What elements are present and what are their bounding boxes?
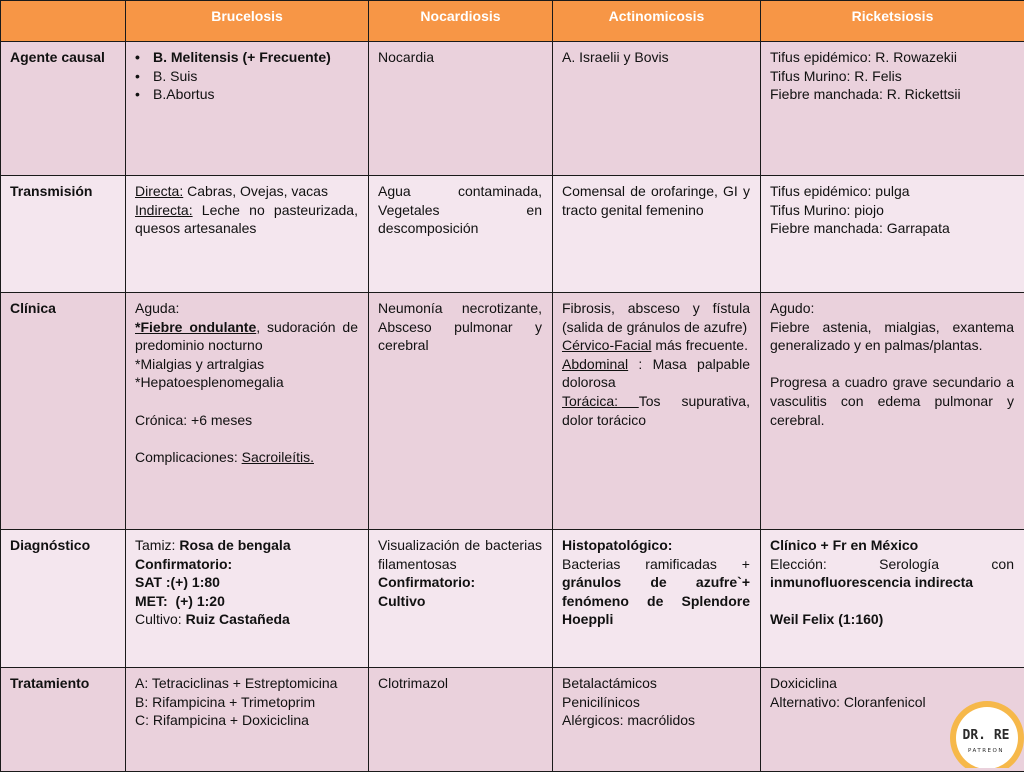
cell-transmision-brucelosis (126, 176, 369, 293)
text-span: , sudoración de predominio nocturno (135, 319, 358, 354)
text-line: Penicilínicos (562, 693, 750, 712)
directa-text: Cabras, Ovejas, vacas (183, 183, 328, 199)
directa-label: Directa: (135, 183, 183, 199)
text-span: : Masa palpable dolorosa (562, 356, 750, 391)
cell-diagnostico-brucelosis (126, 530, 369, 668)
text-line: Histopatológico: (562, 536, 750, 555)
text-span: Ruiz Castañeda (186, 611, 290, 627)
indirecta-text: Leche no pasteurizada, quesos artesanales (135, 202, 358, 237)
text-line: A: Tetraciclinas + Estreptomicina (135, 674, 358, 693)
row-label-clinica: Clínica (1, 293, 126, 530)
cell-clinica-ricketsiosis (761, 293, 1024, 530)
cervico-label: Cérvico-Facial (562, 337, 651, 353)
text-line: *Hepatoesplenomegalia (135, 373, 358, 392)
cell-diagnostico-ricketsiosis (761, 530, 1024, 668)
text-line: *Mialgias y artralgias (135, 355, 358, 374)
dr-re-logo (946, 697, 1024, 768)
row-label-transmision: Transmisión (1, 176, 126, 293)
text-span: Elección: Serología con (770, 556, 1014, 572)
cell-tratamiento-actinomicosis (553, 668, 761, 772)
text-line: Crónica: +6 meses (135, 411, 358, 430)
cell-agente-actinomicosis: A. Israelii y Bovis (553, 42, 761, 176)
header-corner (1, 1, 126, 42)
text-line: Alternativo: Cloranfenicol (770, 693, 1014, 712)
row-clinica (1, 293, 1024, 530)
list-item: • B. Melitensis (+ Frecuente) (153, 48, 358, 67)
text-line: Visualización de bacterias filamentosas (378, 536, 542, 573)
cell-clinica-nocardiosis: Neumonía necrotizante, Absceso pulmonar y cerebral (369, 293, 553, 530)
row-agente-causal (1, 42, 1024, 176)
header-row (1, 1, 1024, 42)
text-span: más frecuente. (651, 337, 748, 353)
text-line: Aguda: (135, 299, 358, 318)
cell-transmision-actinomicosis: Comensal de orofaringe, GI y tracto genital femenino (553, 176, 761, 293)
text-span: gránulos de azufre`+ fenómeno de Splendore Hoeppli (562, 574, 750, 627)
text-span: inmunofluorescencia indirecta (770, 574, 973, 590)
text-line: Fibrosis, absceso y fístula (salida de gránulos de azufre) (562, 299, 750, 336)
cell-diagnostico-nocardiosis (369, 530, 553, 668)
text-line: Confirmatorio: (378, 573, 542, 592)
cell-clinica-brucelosis (126, 293, 369, 530)
cell-agente-nocardiosis: Nocardia (369, 42, 553, 176)
text-line: Clínico + Fr en México (770, 536, 1014, 555)
header-brucelosis: Brucelosis (126, 1, 369, 42)
cell-clinica-actinomicosis (553, 293, 761, 530)
text-line: C: Rifampicina + Doxiciclina (135, 711, 358, 730)
text-line: Fiebre manchada: R. Rickettsii (770, 85, 1014, 104)
list-item: • B.Abortus (153, 85, 358, 104)
text-line: B: Rifampicina + Trimetoprim (135, 693, 358, 712)
text-line: MET: (+) 1:20 (135, 592, 358, 611)
text-line: Agudo: (770, 299, 1014, 318)
header-ricketsiosis: Ricketsiosis (761, 1, 1024, 42)
row-diagnostico (1, 530, 1024, 668)
cell-agente-ricketsiosis (761, 42, 1024, 176)
text-line: Confirmatorio: (135, 555, 358, 574)
text-line: Tifus Murino: piojo (770, 201, 1014, 220)
row-transmision (1, 176, 1024, 293)
logo-title: DR. RE (963, 728, 1010, 743)
row-tratamiento (1, 668, 1024, 772)
header-actinomicosis: Actinomicosis (553, 1, 761, 42)
text-line: Doxiciclina (770, 674, 1014, 693)
text-span: Tos supurativa, dolor torácico (562, 393, 750, 428)
cell-tratamiento-nocardiosis: Clotrimazol (369, 668, 553, 772)
header-nocardiosis: Nocardiosis (369, 1, 553, 42)
cell-agente-brucelosis (126, 42, 369, 176)
list-item: • B. Suis (153, 67, 358, 86)
text-line: Weil Felix (1:160) (770, 610, 1014, 629)
cell-transmision-ricketsiosis (761, 176, 1024, 293)
logo-subtitle: PATREON (968, 748, 1004, 754)
text-line: Tifus epidémico: pulga (770, 182, 1014, 201)
text-span: Rosa de bengala (179, 537, 290, 553)
text-span: Bacterias ramificadas + (562, 556, 750, 572)
text-line: Fiebre astenia, mialgias, exantema generalizado y en palmas/plantas. (770, 318, 1014, 355)
indirecta-label: Indirecta: (135, 202, 193, 218)
text-line: Tifus Murino: R. Felis (770, 67, 1014, 86)
text-line: SAT :(+) 1:80 (135, 573, 358, 592)
toracica-label: Torácica: (562, 393, 639, 409)
cell-tratamiento-brucelosis (126, 668, 369, 772)
text-span: Cultivo: (135, 611, 186, 627)
text-line: Betalactámicos (562, 674, 750, 693)
text-line: Cultivo (378, 592, 542, 611)
sacroileitis: Sacroileítis. (242, 449, 314, 465)
text-line: Alérgicos: macrólidos (562, 711, 750, 730)
text-span: Tamiz: (135, 537, 179, 553)
row-label-tratamiento: Tratamiento (1, 668, 126, 772)
abdominal-label: Abdominal (562, 356, 628, 372)
cell-transmision-nocardiosis: Agua contaminada, Vegetales en descomposición (369, 176, 553, 293)
text-line: Tifus epidémico: R. Rowazekii (770, 48, 1014, 67)
row-label-diagnostico: Diagnóstico (1, 530, 126, 668)
row-label-agente: Agente causal (1, 42, 126, 176)
cell-diagnostico-actinomicosis (553, 530, 761, 668)
text-line: Progresa a cuadro grave secundario a vasculitis con edema pulmonar y cerebral. (770, 373, 1014, 429)
text-line: Fiebre manchada: Garrapata (770, 219, 1014, 238)
text-span: Complicaciones: (135, 449, 242, 465)
fiebre-ondulante: *Fiebre ondulante (135, 319, 256, 335)
